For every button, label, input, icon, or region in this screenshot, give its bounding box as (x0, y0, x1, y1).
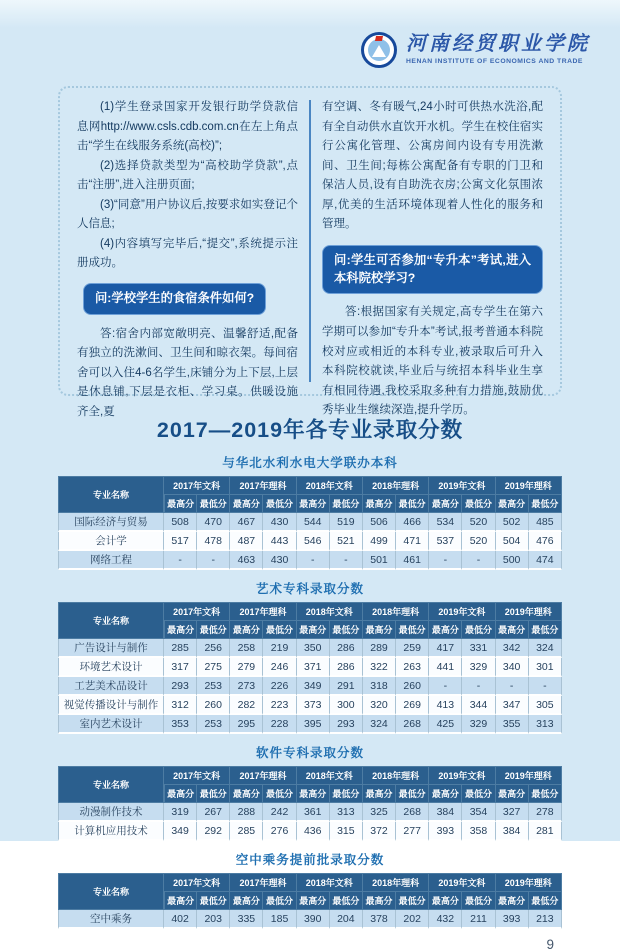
year-group-header: 2017年理科 (230, 766, 296, 785)
year-group-header: 2018年理科 (363, 476, 429, 495)
year-group-header: 2019年理科 (496, 873, 562, 892)
max-score-header: 最高分 (164, 892, 197, 910)
year-group-header: 2017年理科 (230, 873, 296, 892)
school-name-en: HENAN INSTITUTE OF ECONOMICS AND TRADE (406, 58, 583, 66)
score-cell: 461 (396, 551, 429, 570)
loan-step-2: (2)选择贷款类型为“高校助学贷款”,点击“注册”,进入注册页面; (77, 159, 298, 192)
score-cell: 275 (197, 658, 230, 677)
score-cell: 425 (429, 715, 462, 734)
score-cell: 502 (496, 513, 529, 532)
score-cell: - (462, 551, 495, 570)
major-name-header: 专业名称 (58, 476, 164, 513)
score-cell: 430 (263, 513, 296, 532)
min-score-header: 最低分 (330, 892, 363, 910)
score-cell: 327 (496, 803, 529, 822)
score-cell: 278 (529, 803, 562, 822)
score-cell: 293 (330, 715, 363, 734)
loan-step-1: (1)学生登录国家开发银行助学贷款信息网http://www.csls.cdb.com.cn在左上角点击“学生在线服务系统(高校)”; (77, 101, 298, 153)
max-score-header: 最高分 (363, 621, 396, 639)
min-score-header: 最低分 (396, 892, 429, 910)
score-cell: 353 (164, 715, 197, 734)
score-cell: 521 (330, 532, 363, 551)
school-emblem-icon (361, 32, 397, 68)
score-cell: 267 (197, 803, 230, 822)
score-cell: 203 (197, 910, 230, 929)
score-cell: 517 (164, 532, 197, 551)
major-name-cell: 国际经济与贸易 (58, 513, 164, 532)
qa-left-column (66, 98, 309, 418)
year-group-header: 2018年理科 (363, 766, 429, 785)
score-cell: 506 (363, 513, 396, 532)
score-cell: - (330, 551, 363, 570)
score-cell: 322 (363, 658, 396, 677)
score-cell: 318 (363, 677, 396, 696)
max-score-header: 最高分 (496, 785, 529, 803)
score-cell: 361 (297, 803, 330, 822)
dorm-answer-continuation: 有空调、冬有暖气,24小时可供热水洗浴,配有全自动供水直饮开水机。学生在校住宿实行公寓化管理、公寓房间内设有专用洗漱间、卫生间;每栋公寓配备有专职的门卫和保洁人员,设有自助洗衣房;公寓文化氛围浓厚,优美的生活环境体现着人性化的服务和管理。 (322, 101, 543, 231)
score-cell: 223 (263, 696, 296, 715)
score-cell: 443 (263, 532, 296, 551)
year-group-header: 2019年文科 (429, 476, 495, 495)
score-cell: 350 (297, 639, 330, 658)
score-cell: 320 (363, 696, 396, 715)
score-cell: 441 (429, 658, 462, 677)
max-score-header: 最高分 (363, 892, 396, 910)
score-cell: 342 (496, 639, 529, 658)
qa-right-column (311, 98, 554, 417)
score-cell: 288 (230, 803, 263, 822)
score-cell: 463 (230, 551, 263, 570)
table-row (58, 803, 562, 822)
score-cell: 281 (529, 822, 562, 841)
year-group-header: 2017年文科 (164, 476, 230, 495)
score-cell: 470 (197, 513, 230, 532)
score-cell: 354 (462, 803, 495, 822)
question-badge-dorm: 问:学校学生的食宿条件如何? (83, 283, 266, 315)
qa-panel (58, 86, 562, 418)
score-cell: 476 (529, 532, 562, 551)
max-score-header: 最高分 (429, 892, 462, 910)
max-score-header: 最高分 (297, 495, 330, 513)
emblem-inner-circle (368, 39, 390, 61)
year-group-header: 2018年理科 (363, 873, 429, 892)
score-cell: 500 (496, 551, 529, 570)
score-cell: 329 (462, 715, 495, 734)
year-group-header: 2018年文科 (297, 476, 363, 495)
score-cell: 300 (330, 696, 363, 715)
score-cell: 260 (396, 677, 429, 696)
score-table-software (58, 766, 562, 841)
score-cell: 246 (263, 658, 296, 677)
min-score-header: 最低分 (462, 621, 495, 639)
score-cell: 373 (297, 696, 330, 715)
score-cell: 313 (529, 715, 562, 734)
max-score-header: 最高分 (429, 621, 462, 639)
score-cell: 185 (263, 910, 296, 929)
score-cell: 268 (396, 715, 429, 734)
score-cell: - (429, 551, 462, 570)
score-cell: 305 (529, 696, 562, 715)
table-row (58, 551, 562, 570)
emblem-flag-shape (375, 36, 383, 41)
table-row (58, 532, 562, 551)
major-name-header: 专业名称 (58, 873, 164, 910)
max-score-header: 最高分 (363, 495, 396, 513)
min-score-header: 最低分 (330, 495, 363, 513)
score-table-joint-bachelor (58, 476, 562, 570)
score-cell: 285 (230, 822, 263, 841)
score-cell: 329 (462, 658, 495, 677)
table-row (58, 715, 562, 734)
year-group-header: 2017年理科 (230, 602, 296, 621)
score-cell: 293 (164, 677, 197, 696)
score-section-art (0, 579, 620, 734)
table-subtitle: 与华北水利水电大学联办本科 (222, 456, 398, 470)
score-cell: 260 (197, 696, 230, 715)
year-group-header: 2017年文科 (164, 602, 230, 621)
major-name-cell: 网络工程 (58, 551, 164, 570)
score-cell: 471 (396, 532, 429, 551)
major-name-cell: 室内艺术设计 (58, 715, 164, 734)
score-cell: 436 (297, 822, 330, 841)
score-cell: 499 (363, 532, 396, 551)
school-name-block (406, 34, 590, 65)
score-cell: 478 (197, 532, 230, 551)
min-score-header: 最低分 (263, 892, 296, 910)
score-cell: 282 (230, 696, 263, 715)
table-row (58, 639, 562, 658)
max-score-header: 最高分 (429, 495, 462, 513)
year-group-header: 2019年文科 (429, 766, 495, 785)
year-group-header: 2017年文科 (164, 873, 230, 892)
min-score-header: 最低分 (396, 621, 429, 639)
loan-step-4: (4)内容填写完毕后,“提交”,系统提示注册成功。 (77, 237, 298, 270)
table-row (58, 513, 562, 532)
min-score-header: 最低分 (529, 892, 562, 910)
max-score-header: 最高分 (230, 621, 263, 639)
max-score-header: 最高分 (297, 785, 330, 803)
min-score-header: 最低分 (197, 621, 230, 639)
major-name-cell: 环境艺术设计 (58, 658, 164, 677)
score-cell: 402 (164, 910, 197, 929)
score-table-cabin-crew (58, 873, 562, 929)
score-cell: 253 (197, 677, 230, 696)
min-score-header: 最低分 (263, 621, 296, 639)
score-cell: 378 (363, 910, 396, 929)
year-group-header: 2019年理科 (496, 766, 562, 785)
score-cell: 467 (230, 513, 263, 532)
score-cell: 331 (462, 639, 495, 658)
score-cell: 273 (230, 677, 263, 696)
score-cell: 417 (429, 639, 462, 658)
score-cell: 269 (396, 696, 429, 715)
score-cell: 228 (263, 715, 296, 734)
score-cell: 204 (330, 910, 363, 929)
score-cell: - (462, 677, 495, 696)
score-cell: 276 (263, 822, 296, 841)
min-score-header: 最低分 (330, 785, 363, 803)
score-cell: 474 (529, 551, 562, 570)
score-cell: 301 (529, 658, 562, 677)
score-cell: 211 (462, 910, 495, 929)
score-cell: 384 (429, 803, 462, 822)
max-score-header: 最高分 (496, 495, 529, 513)
score-cell: 242 (263, 803, 296, 822)
score-cell: 430 (263, 551, 296, 570)
min-score-header: 最低分 (197, 892, 230, 910)
major-name-header: 专业名称 (58, 602, 164, 639)
score-cell: 520 (462, 532, 495, 551)
score-cell: 325 (363, 803, 396, 822)
year-group-header: 2017年文科 (164, 766, 230, 785)
table-row (58, 910, 562, 929)
major-name-cell: 广告设计与制作 (58, 639, 164, 658)
major-name-cell: 计算机应用技术 (58, 822, 164, 841)
loan-step-3: (3)“同意”用户协议后,按要求如实登记个人信息; (77, 198, 298, 231)
dorm-answer-text: 答:宿舍内部宽敞明亮、温馨舒适,配备有独立的洗漱间、卫生间和晾衣架。每间宿舍可以入住4-6名学生,床铺分为上下层,上层是休息铺,下层是衣柜、学习桌。供暖设施齐全,夏 (77, 327, 298, 418)
min-score-header: 最低分 (263, 495, 296, 513)
year-group-header: 2017年理科 (230, 476, 296, 495)
table-subtitle: 软件专科录取分数 (255, 746, 364, 760)
score-cell: 384 (496, 822, 529, 841)
score-cell: 219 (263, 639, 296, 658)
min-score-header: 最低分 (197, 785, 230, 803)
page-header (0, 0, 620, 86)
score-cell: 546 (297, 532, 330, 551)
score-cell: - (496, 677, 529, 696)
max-score-header: 最高分 (297, 621, 330, 639)
score-cell: 319 (164, 803, 197, 822)
max-score-header: 最高分 (363, 785, 396, 803)
score-cell: 349 (164, 822, 197, 841)
score-cell: 268 (396, 803, 429, 822)
score-cell: 258 (230, 639, 263, 658)
table-row (58, 658, 562, 677)
major-name-cell: 空中乘务 (58, 910, 164, 929)
score-cell: 291 (330, 677, 363, 696)
score-cell: 263 (396, 658, 429, 677)
score-cell: 537 (429, 532, 462, 551)
max-score-header: 最高分 (230, 495, 263, 513)
max-score-header: 最高分 (496, 621, 529, 639)
score-cell: 534 (429, 513, 462, 532)
score-cell: 358 (462, 822, 495, 841)
table-row (58, 822, 562, 841)
min-score-header: 最低分 (529, 621, 562, 639)
question-badge-upgrade: 问:学生可否参加“专升本”考试,进入本科院校学习? (322, 245, 543, 295)
score-cell: 340 (496, 658, 529, 677)
year-group-header: 2018年文科 (297, 766, 363, 785)
max-score-header: 最高分 (429, 785, 462, 803)
score-cell: 390 (297, 910, 330, 929)
score-cell: 292 (197, 822, 230, 841)
year-group-header: 2019年文科 (429, 602, 495, 621)
score-cell: 277 (396, 822, 429, 841)
school-name-cn: 河南经贸职业学院 (406, 33, 590, 56)
score-cell: 279 (230, 658, 263, 677)
max-score-header: 最高分 (230, 785, 263, 803)
score-cell: 501 (363, 551, 396, 570)
score-cell: 504 (496, 532, 529, 551)
score-cell: 393 (429, 822, 462, 841)
score-cell: 286 (330, 639, 363, 658)
score-cell: 335 (230, 910, 263, 929)
max-score-header: 最高分 (164, 785, 197, 803)
score-cell: - (429, 677, 462, 696)
score-cell: 213 (529, 910, 562, 929)
score-cell: 286 (330, 658, 363, 677)
max-score-header: 最高分 (164, 495, 197, 513)
emblem-sail-shape (372, 45, 386, 57)
score-cell: 313 (330, 803, 363, 822)
table-subtitle: 艺术专科录取分数 (255, 582, 364, 596)
score-cell: 315 (330, 822, 363, 841)
min-score-header: 最低分 (462, 892, 495, 910)
score-section-joint-bachelor (0, 453, 620, 570)
score-cell: 393 (496, 910, 529, 929)
score-cell: 285 (164, 639, 197, 658)
major-name-cell: 动漫制作技术 (58, 803, 164, 822)
year-group-header: 2018年理科 (363, 602, 429, 621)
score-cell: 485 (529, 513, 562, 532)
score-cell: 253 (197, 715, 230, 734)
score-cell: 259 (396, 639, 429, 658)
max-score-header: 最高分 (297, 892, 330, 910)
score-cell: 544 (297, 513, 330, 532)
score-cell: 312 (164, 696, 197, 715)
major-name-cell: 会计学 (58, 532, 164, 551)
score-cell: 519 (330, 513, 363, 532)
score-cell: 413 (429, 696, 462, 715)
page-number: 9 (546, 937, 554, 952)
score-cell: - (197, 551, 230, 570)
score-cell: - (529, 677, 562, 696)
score-cell: 395 (297, 715, 330, 734)
min-score-header: 最低分 (529, 495, 562, 513)
score-cell: 202 (396, 910, 429, 929)
score-cell: 324 (363, 715, 396, 734)
year-group-header: 2019年理科 (496, 602, 562, 621)
score-cell: 289 (363, 639, 396, 658)
max-score-header: 最高分 (230, 892, 263, 910)
score-cell: 508 (164, 513, 197, 532)
score-cell: 349 (297, 677, 330, 696)
min-score-header: 最低分 (462, 495, 495, 513)
table-row (58, 677, 562, 696)
table-subtitle: 空中乘务提前批录取分数 (235, 853, 385, 867)
min-score-header: 最低分 (197, 495, 230, 513)
score-cell: 520 (462, 513, 495, 532)
max-score-header: 最高分 (496, 892, 529, 910)
score-cell: 317 (164, 658, 197, 677)
score-cell: 372 (363, 822, 396, 841)
major-name-cell: 视觉传播设计与制作 (58, 696, 164, 715)
score-cell: 256 (197, 639, 230, 658)
min-score-header: 最低分 (330, 621, 363, 639)
school-logo (361, 32, 590, 68)
min-score-header: 最低分 (263, 785, 296, 803)
table-row (58, 696, 562, 715)
min-score-header: 最低分 (462, 785, 495, 803)
score-cell: 432 (429, 910, 462, 929)
score-section-cabin-crew (0, 850, 620, 929)
min-score-header: 最低分 (396, 785, 429, 803)
upgrade-answer-text: 答:根据国家有关规定,高专学生在第六学期可以参加“专升本”考试,报考普通本科院校对应或相近的本科专业,被录取后可升入本科院校就读,毕业后与统招本科毕业生享有相同待遇,我校采取多种有力措施,鼓励优秀毕业生继续深造,提升学历。 (322, 306, 543, 417)
max-score-header: 最高分 (164, 621, 197, 639)
score-cell: 344 (462, 696, 495, 715)
major-name-cell: 工艺美术品设计 (58, 677, 164, 696)
year-group-header: 2018年文科 (297, 873, 363, 892)
score-cell: 466 (396, 513, 429, 532)
score-cell: 371 (297, 658, 330, 677)
year-group-header: 2019年理科 (496, 476, 562, 495)
score-section-software (0, 743, 620, 841)
scores-main-title: 2017—2019年各专业录取分数 (156, 418, 464, 442)
score-cell: - (297, 551, 330, 570)
score-cell: 226 (263, 677, 296, 696)
score-cell: 487 (230, 532, 263, 551)
year-group-header: 2018年文科 (297, 602, 363, 621)
score-cell: - (164, 551, 197, 570)
score-cell: 355 (496, 715, 529, 734)
score-cell: 295 (230, 715, 263, 734)
score-cell: 324 (529, 639, 562, 658)
min-score-header: 最低分 (529, 785, 562, 803)
year-group-header: 2019年文科 (429, 873, 495, 892)
min-score-header: 最低分 (396, 495, 429, 513)
score-table-art (58, 602, 562, 734)
score-cell: 347 (496, 696, 529, 715)
major-name-header: 专业名称 (58, 766, 164, 803)
